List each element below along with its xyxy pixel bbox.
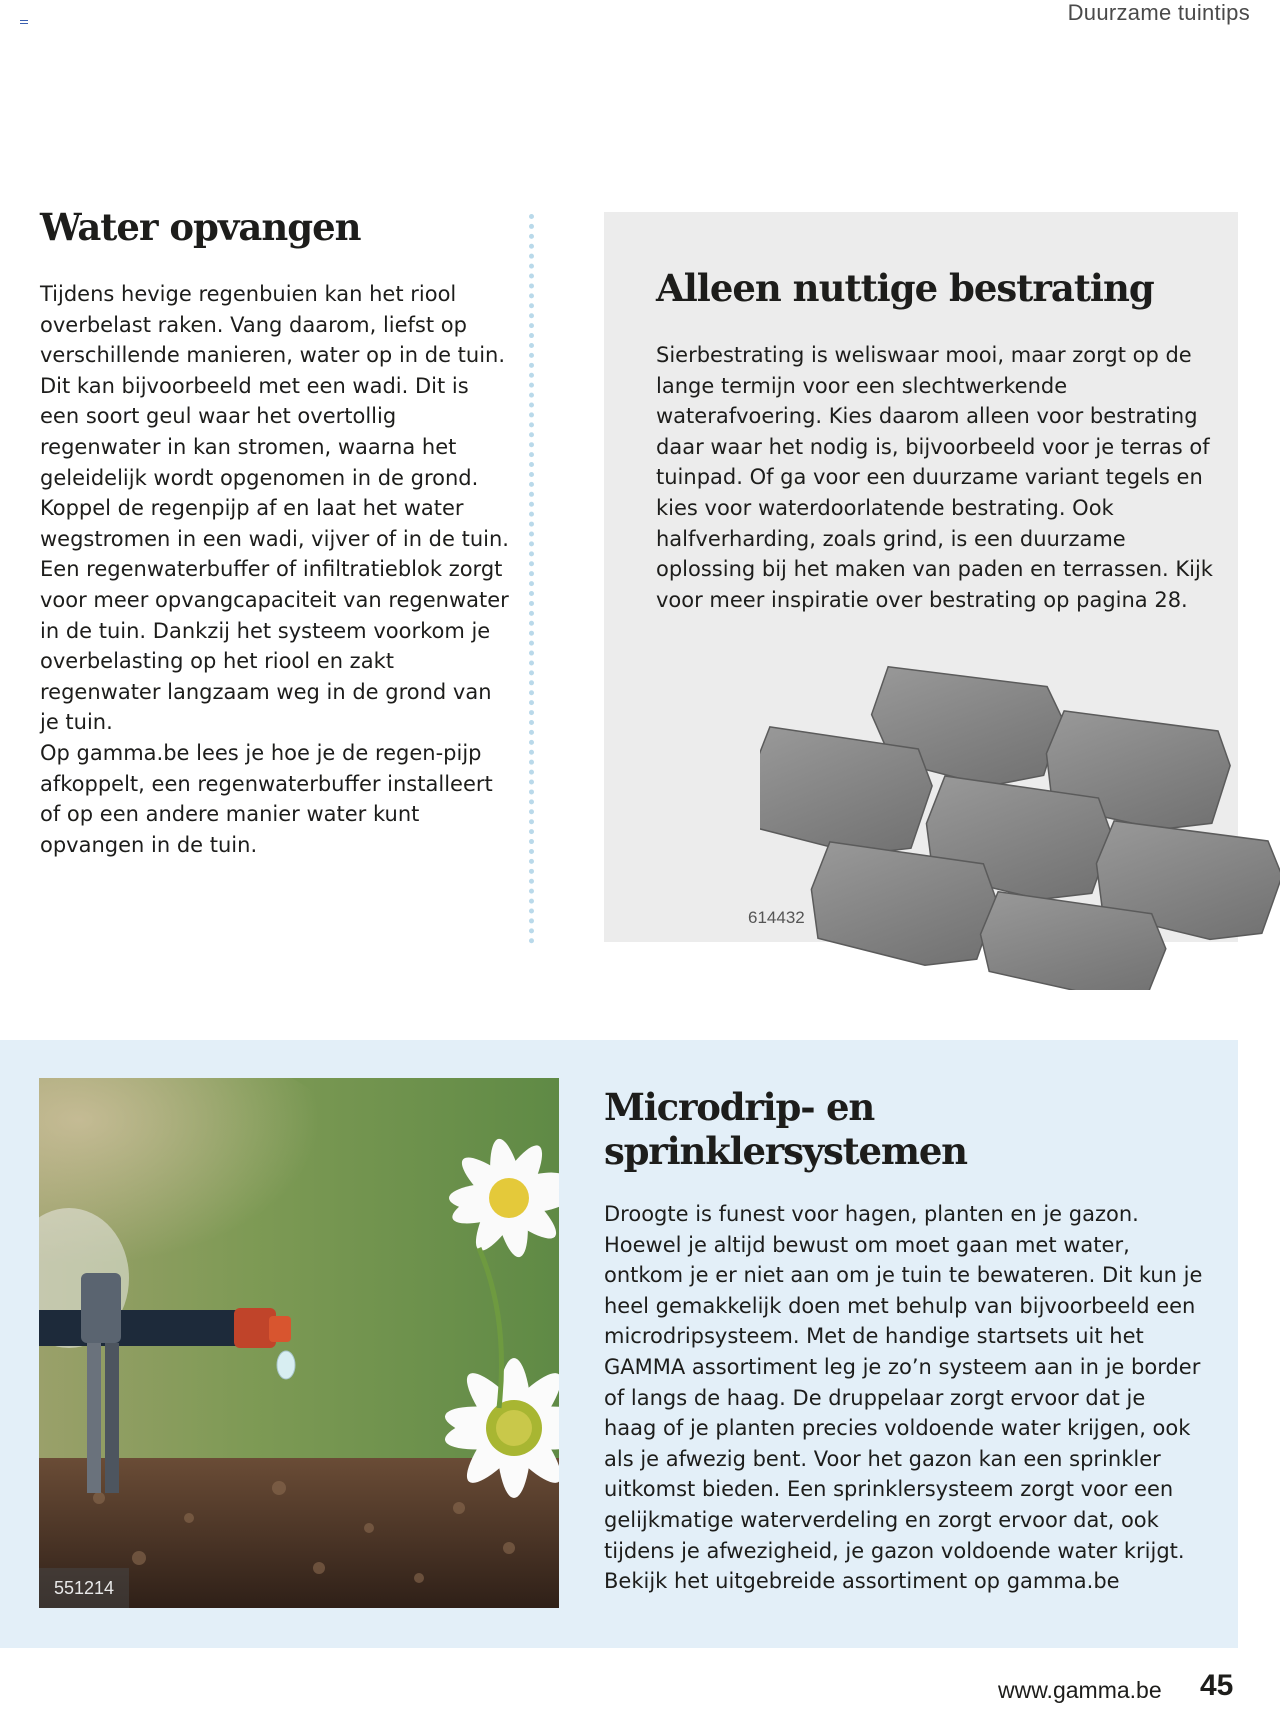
- microdrip-section: [604, 1085, 1204, 1597]
- microdrip-body-text: Droogte is funest voor hagen, planten en je gazon. Hoewel je altijd bewust om moet gaan met water, ontkom je er niet aan om je tuin te bewateren. Dit kun je heel gemakkelijk doen met behulp van bijvoorbeeld een microdripsysteem. Met de handige startsets uit het GAMMA assortiment leg je zo’n systeem aan in je border of langs de haag. De druppelaar zorgt ervoor dat je haag of je planten precies voldoende water krijgen, ook als je afwezig bent. Voor het gazon kan een sprinkler uitkomst bieden. Een sprinklersysteem zorgt voor een gelijkmatige waterverdeling en zorgt ervoor dat, ook tijdens je afwezigheid, je gazon voldoende water krijgt. Bekijk het uitgebreide assortiment op gamma.be: [604, 1202, 1203, 1594]
- water-section: [40, 205, 510, 860]
- water-body-text: [40, 279, 510, 860]
- water-paragraph-link: Op gamma.be lees je hoe je de regen-pijp afkoppelt, een regenwaterbuffer installeert of op een andere manier water kunt opvangen in de tuin.: [40, 740, 493, 857]
- menu-icon[interactable]: [20, 20, 28, 26]
- microdrip-product-code: 551214: [39, 1568, 129, 1608]
- section-title: Duurzame tuintips: [1067, 0, 1250, 25]
- paving-stones-image: [760, 660, 1280, 990]
- footer-url[interactable]: www.gamma.be: [998, 1677, 1162, 1703]
- microdrip-heading: Microdrip- en sprinklersystemen: [604, 1085, 967, 1173]
- drip-garden-illustration: [39, 1078, 559, 1608]
- water-heading: Water opvangen: [40, 205, 361, 249]
- water-paragraph: Tijdens hevige regenbuien kan het riool overbelast raken. Vang daarom, liefst op verschillende manieren, water op in de tuin. Dit kan bijvoorbeeld met een wadi. Dit is een soort geul waar het overtollig regenwater in kan stromen, waarna het geleidelijk wordt opgenomen in de grond. Koppel de regenpijp af en laat het water wegstromen in een wadi, vijver of in de tuin. Een regenwaterbuffer of infiltratieblok zorgt voor meer opvangcapaciteit van regenwater in de tuin. Dankzij het systeem voorkom je overbelasting op het riool en zakt regenwater langzaam weg in de grond van je tuin.: [40, 282, 509, 735]
- microdrip-photo: [39, 1078, 559, 1608]
- paving-product-code: 614432: [748, 908, 805, 927]
- dotted-divider: [529, 214, 534, 944]
- paving-body-text: Sierbestrating is weliswaar mooi, maar zorgt op de lange termijn voor een slechtwerkende waterafvoering. Kies daarom alleen voor bestrating daar waar het nodig is, bijvoorbeeld voor je terras of tuinpad. Of ga voor een duurzame variant tegels en kies voor waterdoorlatende bestrating. Ook halfverharding, zoals grind, is een duurzame oplossing bij het maken van paden en terrassen. Kijk voor meer inspiratie over bestrating op pagina 28.: [656, 343, 1213, 612]
- page-number: 45: [1200, 1669, 1234, 1702]
- paving-heading: Alleen nuttige bestrating: [656, 266, 1154, 310]
